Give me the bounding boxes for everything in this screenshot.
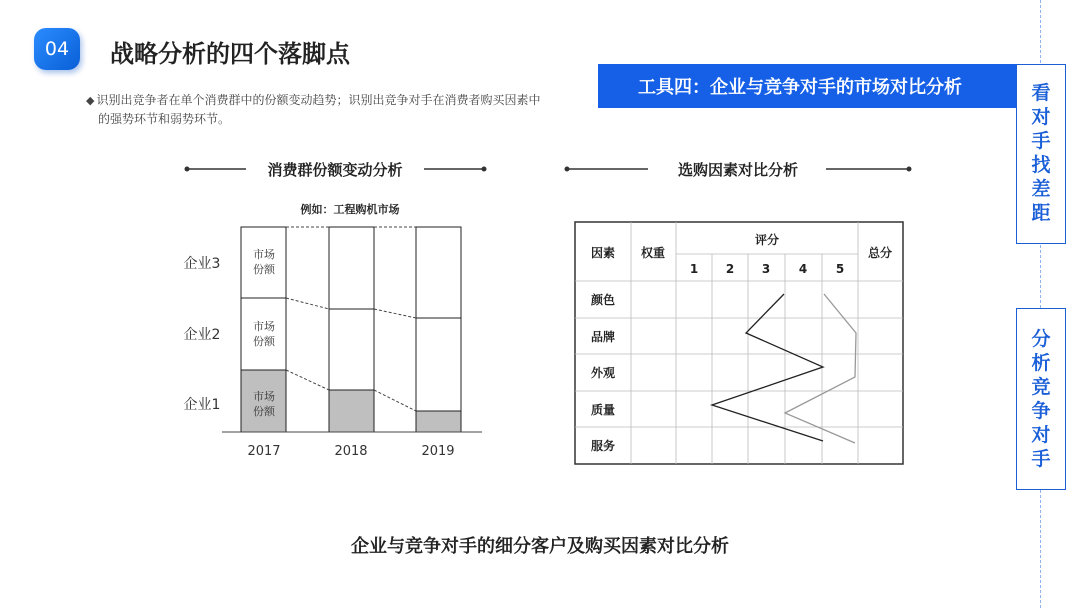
company-label: 企业2: [183, 327, 221, 343]
factor-label: 服务: [590, 439, 616, 453]
factor-label: 质量: [590, 403, 616, 417]
side-tab-char: 看: [1031, 82, 1051, 104]
left-section-subtitle: 例如：工程购机市场: [300, 203, 400, 216]
right-section-title: 选购因素对比分析: [677, 161, 799, 179]
year-label: 2019: [421, 444, 455, 459]
share-bar-2018: [329, 227, 374, 432]
page-caption: 企业与竞争对手的细分客户及购买因素对比分析: [351, 536, 729, 557]
header-weight: 权重: [640, 246, 666, 260]
share-label: 份额: [253, 335, 275, 348]
score-number: 1: [689, 262, 699, 276]
side-tab-char: 争: [1031, 400, 1051, 422]
side-tab-char: 分: [1031, 328, 1051, 350]
year-label: 2017: [247, 444, 281, 459]
diamond-bullet-icon: ◆: [86, 94, 95, 107]
description-line-1: 识别出竞争者在单个消费群中的份额变动趋势；识别出竞争对手在消费者购买因素中: [96, 93, 541, 107]
side-tab-char: 差: [1031, 178, 1051, 200]
score-number: 2: [725, 262, 735, 276]
description-line-2: 的强势环节和弱势环节。: [98, 112, 231, 126]
side-tab-char: 对: [1031, 106, 1051, 128]
side-tab-char: 竞: [1031, 376, 1051, 398]
side-tab-find-gap[interactable]: [1016, 64, 1066, 244]
share-label: 市场: [253, 248, 275, 261]
year-label: 2018: [334, 444, 368, 459]
side-tab-char: 手: [1031, 448, 1051, 470]
header-score: 评分: [754, 233, 780, 247]
tool-banner: 工具四：企业与竞争对手的市场对比分析: [598, 64, 1022, 108]
left-section-title: 消费群份额变动分析: [267, 161, 403, 179]
section-number: 04: [44, 38, 70, 60]
page-title: 战略分析的四个落脚点: [110, 40, 350, 68]
factor-label: 外观: [590, 366, 616, 380]
side-tab-analyze-competitor[interactable]: [1016, 308, 1066, 490]
share-label: 市场: [253, 390, 275, 403]
factor-label: 颜色: [590, 293, 616, 307]
factor-label: 品牌: [590, 330, 616, 344]
side-tab-char: 手: [1031, 130, 1051, 152]
share-label: 份额: [253, 263, 275, 276]
company-label: 企业1: [183, 397, 221, 413]
side-tab-char: 对: [1031, 424, 1051, 446]
score-number: 3: [761, 262, 771, 276]
side-tab-char: 找: [1031, 154, 1051, 176]
side-tab-char: 距: [1031, 202, 1051, 224]
factor-table: [575, 222, 903, 464]
share-label: 份额: [253, 405, 275, 418]
share-label: 市场: [253, 320, 275, 333]
company-label: 企业3: [183, 256, 221, 272]
header-factor: 因素: [590, 246, 616, 260]
score-number: 4: [798, 262, 808, 276]
share-bar-2019: [416, 227, 461, 432]
side-tab-char: 析: [1031, 352, 1051, 374]
score-number: 5: [835, 262, 845, 276]
header-total: 总分: [867, 246, 893, 260]
